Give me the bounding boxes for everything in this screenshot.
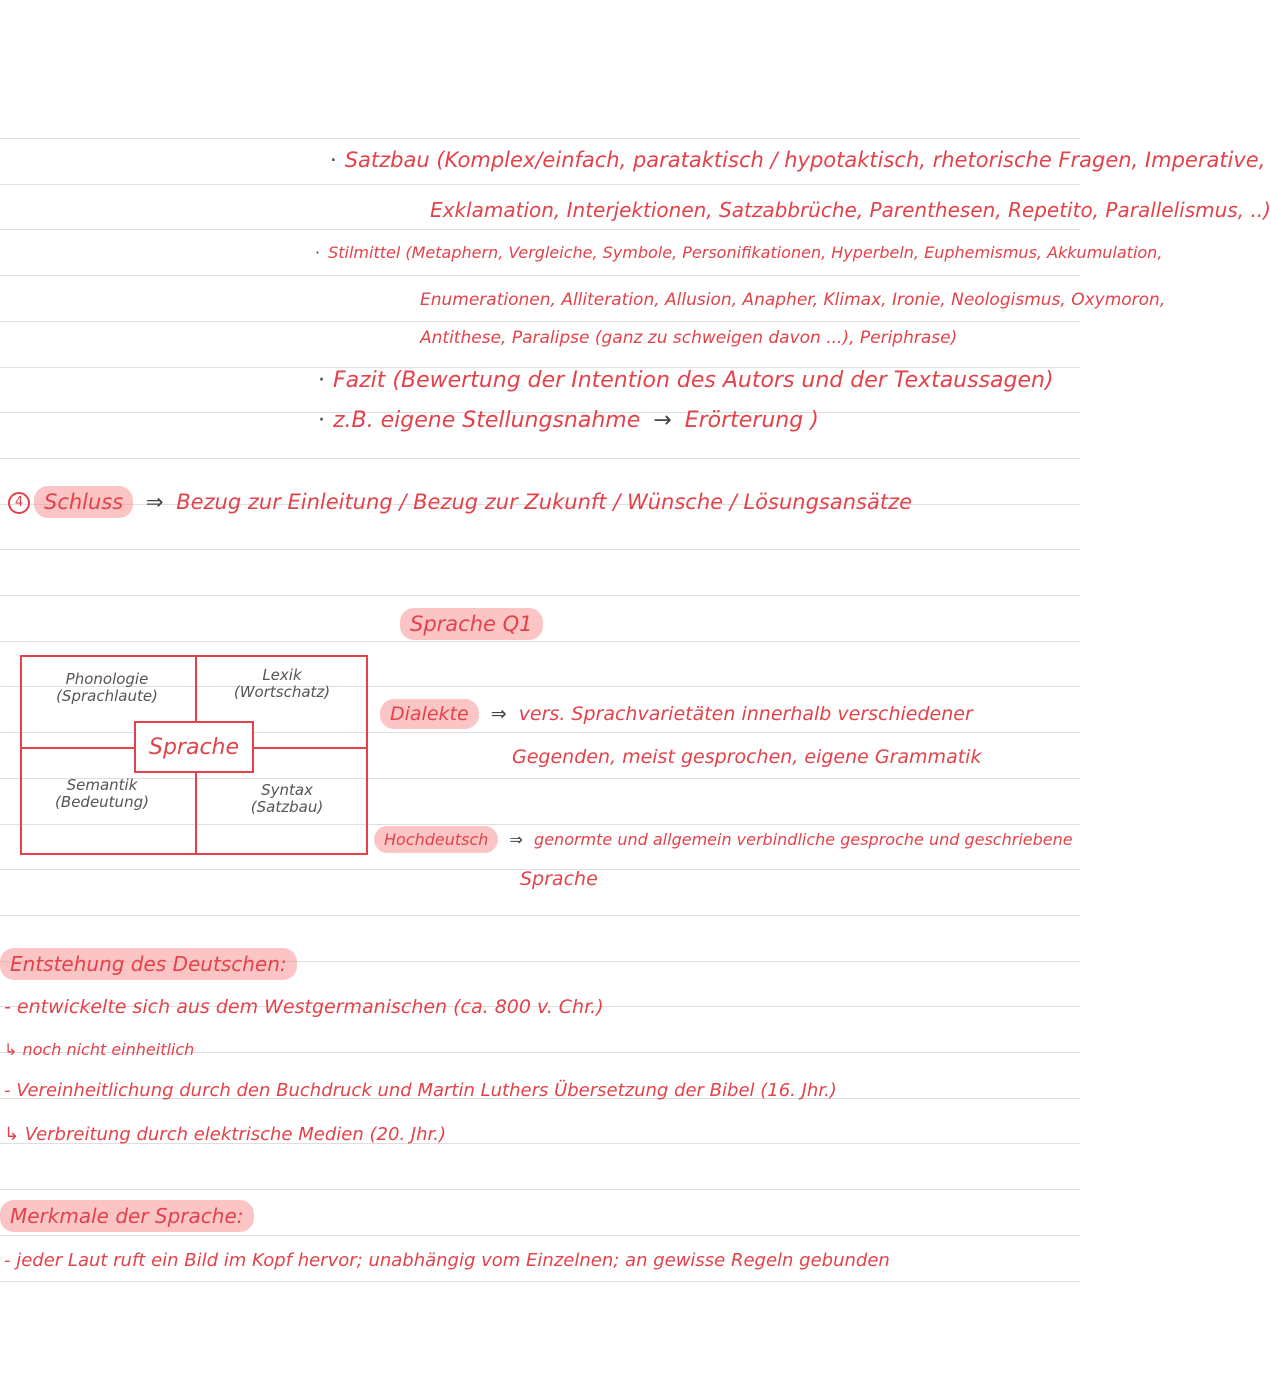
number-circle-icon: 4: [8, 492, 30, 514]
dialekte-line-1: Dialekte ⇒ vers. Sprachvarietäten innerhalb verschiedener: [380, 705, 973, 724]
hochdeutsch-line-2: Sprache: [520, 868, 598, 890]
ruled-line: [0, 1189, 1080, 1190]
diagram-cell-semantik: Semantik (Bedeutung): [55, 776, 149, 812]
ruled-line: [0, 915, 1080, 916]
double-arrow-icon: ⇒: [145, 490, 164, 514]
stilmittel-line-1: · Stilmittel (Metaphern, Vergleiche, Symbole, Personifikationen, Hyperbeln, Euphemismus, Akkumulation,: [315, 243, 1163, 262]
satzbau-line-1: · Satzbau (Komplex/einfach, parataktisch / hypotaktisch, rhetorische Fragen, Imperative,: [330, 148, 1266, 172]
schluss-label: Schluss: [34, 486, 133, 518]
ruled-line: [0, 458, 1080, 459]
entstehung-item-4: ↳ Verbreitung durch elektrische Medien (20. Jhr.): [4, 1124, 447, 1145]
sprache-heading: Sprache Q1: [400, 614, 543, 635]
entstehung-item-3: - Vereinheitlichung durch den Buchdruck und Martin Luthers Übersetzung der Bibel (16. Jhr.): [4, 1080, 837, 1101]
ruled-line: [0, 138, 1080, 139]
entstehung-item-2: ↳ noch nicht einheitlich: [4, 1040, 195, 1059]
diagram-cell-syntax: Syntax (Satzbau): [250, 781, 324, 817]
ruled-line: [0, 275, 1080, 276]
hochdeutsch-label: Hochdeutsch: [374, 826, 498, 853]
ruled-line: [0, 595, 1080, 596]
merkmale-item-1: - jeder Laut ruft ein Bild im Kopf hervor; unabhängig vom Einzelnen; an gewisse Regeln gebunden: [4, 1250, 890, 1271]
ruled-line: [0, 321, 1080, 322]
sprache-diagram: [20, 655, 368, 855]
ruled-line: [0, 1281, 1080, 1282]
merkmale-heading: Merkmale der Sprache:: [0, 1206, 254, 1226]
schluss-line: 4 Schluss ⇒ Bezug zur Einleitung / Bezug zur Zukunft / Wünsche / Lösungsansätze: [8, 492, 912, 514]
diagram-cell-phonologie: Phonologie (Sprachlaute): [56, 670, 158, 706]
dialekte-label: Dialekte: [380, 699, 479, 729]
dialekte-line-2: Gegenden, meist gesprochen, eigene Grammatik: [512, 746, 982, 768]
arrow-right-icon: →: [653, 408, 672, 433]
satzbau-line-2: Exklamation, Interjektionen, Satzabbrüche, Parenthesen, Repetito, Parallelismus, ..): [430, 198, 1271, 222]
ruled-line: [0, 184, 1080, 185]
ruled-line: [0, 641, 1080, 642]
entstehung-item-1: - entwickelte sich aus dem Westgermanischen (ca. 800 v. Chr.): [4, 996, 604, 1018]
ruled-line: [0, 1235, 1080, 1236]
stilmittel-line-3: Antithese, Paralipse (ganz zu schweigen davon ...), Periphrase): [420, 328, 958, 348]
hochdeutsch-line-1: Hochdeutsch ⇒ genormte und allgemein verbindliche gesproche und geschriebene: [374, 832, 1073, 848]
double-arrow-icon: ⇒: [509, 830, 523, 849]
beispiel-line: · z.B. eigene Stellungsnahme → Erörterung ): [318, 408, 819, 433]
diagram-cell-lexik: Lexik (Wortschatz): [233, 666, 331, 702]
diagram-center-sprache: Sprache: [134, 721, 254, 773]
entstehung-heading: Entstehung des Deutschen:: [0, 954, 297, 974]
ruled-line: [0, 229, 1080, 230]
fazit-line: · Fazit (Bewertung der Intention des Autors und der Textaussagen): [318, 368, 1054, 393]
stilmittel-line-2: Enumerationen, Alliteration, Allusion, Anapher, Klimax, Ironie, Neologismus, Oxymoron,: [420, 290, 1166, 310]
ruled-line: [0, 549, 1080, 550]
double-arrow-icon: ⇒: [490, 703, 507, 725]
